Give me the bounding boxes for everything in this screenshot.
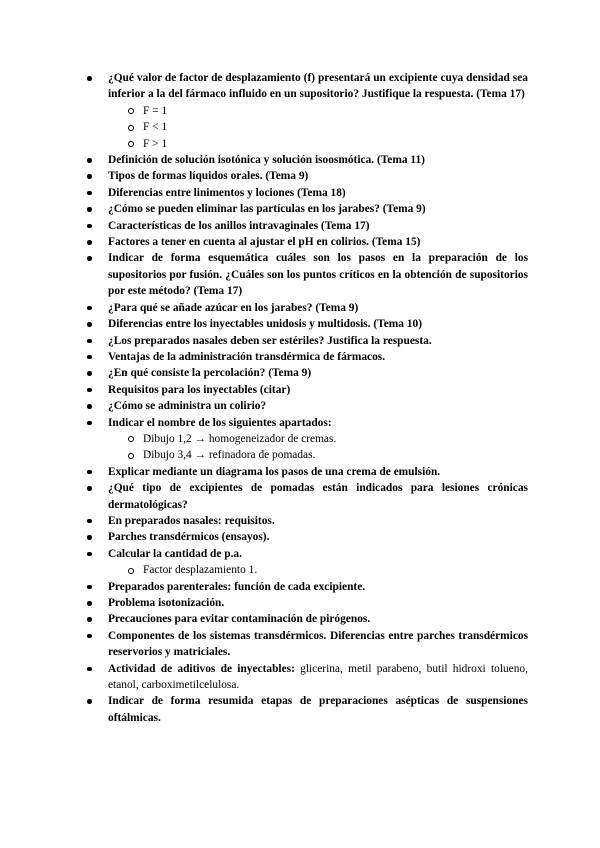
list-item <box>108 70 528 152</box>
question-list <box>108 70 528 726</box>
question-text: ¿Qué valor de factor de desplazamiento (f) presentará un excipiente cuya densidad sea inferior a la del fármaco influido en un supositorio? Justifique la respuesta. (Tema 17) <box>108 72 528 101</box>
sub-list-item: Dibujo 1,2 → homogeneizador de cremas. <box>108 431 528 447</box>
list-item <box>108 546 528 579</box>
question-text: Diferencias entre linimentos y lociones (Tema 18) <box>108 186 346 199</box>
question-text: Ventajas de la administración transdérmica de fármacos. <box>108 350 386 363</box>
sub-list-item: F = 1 <box>108 103 528 119</box>
list-item <box>108 693 528 726</box>
list-item <box>108 365 528 381</box>
question-text: Tipos de formas líquidos orales. (Tema 9) <box>108 170 309 183</box>
list-item <box>108 201 528 217</box>
list-item <box>108 168 528 184</box>
list-item <box>108 250 528 299</box>
list-item <box>108 398 528 414</box>
question-text: Actividad de aditivos de inyectables: <box>108 662 295 675</box>
question-text: Indicar de forma esquemática cuáles son los pasos en la preparación de los supositorios por fusión. ¿Cuáles son los puntos críticos en la obtención de supositorios por este método? (Tema 17) <box>108 252 528 298</box>
question-text: Preparados parenterales: función de cada excipiente. <box>108 580 366 593</box>
question-text: Componentes de los sistemas transdérmicos. Diferencias entre parches transdérmicos reservorios y matriciales. <box>108 629 528 659</box>
list-item <box>108 480 528 513</box>
list-item <box>108 628 528 661</box>
sub-list-item: F < 1 <box>108 119 528 135</box>
question-text: Factores a tener en cuenta al ajustar el pH en colirios. (Tema 15) <box>108 236 421 249</box>
question-text: Indicar el nombre de los siguientes apartados: <box>108 416 332 429</box>
sub-list-item: F > 1 <box>108 136 528 152</box>
list-item <box>108 661 528 694</box>
list-item <box>108 152 528 168</box>
question-text: ¿Los preparados nasales deben ser estériles? Justifica la respuesta. <box>108 334 432 347</box>
sub-list <box>108 562 528 578</box>
list-item <box>108 349 528 365</box>
question-text: ¿Cómo se pueden eliminar las partículas en los jarabes? (Tema 9) <box>108 203 426 216</box>
question-text: Definición de solución isotónica y solución isoosmótica. (Tema 11) <box>108 154 425 167</box>
question-text: Requisitos para los inyectables (citar) <box>108 383 291 396</box>
list-item <box>108 579 528 595</box>
list-item <box>108 316 528 332</box>
list-item <box>108 300 528 316</box>
sub-list-item: Dibujo 3,4 → refinadora de pomadas. <box>108 447 528 463</box>
list-item <box>108 333 528 349</box>
list-item <box>108 382 528 398</box>
question-text: Explicar mediante un diagrama los pasos de una crema de emulsión. <box>108 465 441 478</box>
sub-list-item: Factor desplazamiento 1. <box>108 562 528 578</box>
list-item <box>108 415 528 464</box>
question-text: Indicar de forma resumida etapas de preparaciones asépticas de suspensiones oftálmicas. <box>108 695 528 724</box>
question-text: Características de los anillos intravaginales (Tema 17) <box>108 219 370 232</box>
list-item <box>108 529 528 545</box>
question-text: En preparados nasales: requisitos. <box>108 514 275 527</box>
question-text: ¿Para qué se añade azúcar en los jarabes? (Tema 9) <box>108 301 359 314</box>
sub-list <box>108 103 528 152</box>
list-item <box>108 513 528 529</box>
question-text: Calcular la cantidad de p.a. <box>108 547 242 560</box>
sub-list <box>108 431 528 464</box>
question-text: Diferencias entre los inyectables unidosis y multidosis. (Tema 10) <box>108 318 422 331</box>
question-text: ¿En qué consiste la percolación? (Tema 9) <box>108 367 312 380</box>
question-text-tail: glicerina, metil parabeno, butil hidroxi tolueno, etanol, carboximetilcelulosa. <box>108 662 528 692</box>
list-item <box>108 218 528 234</box>
list-item <box>108 464 528 480</box>
question-text: Parches transdérmicos (ensayos). <box>108 531 270 544</box>
list-item <box>108 611 528 627</box>
question-text: ¿Cómo se administra un colirio? <box>108 400 267 413</box>
question-text: Precauciones para evitar contaminación de pirógenos. <box>108 613 371 626</box>
question-text: ¿Qué tipo de excipientes de pomadas están indicados para lesiones crónicas dermatológicas? <box>108 482 528 511</box>
question-text: Problema isotonización. <box>108 597 225 609</box>
list-item <box>108 185 528 201</box>
list-item <box>108 234 528 250</box>
list-item <box>108 595 528 611</box>
